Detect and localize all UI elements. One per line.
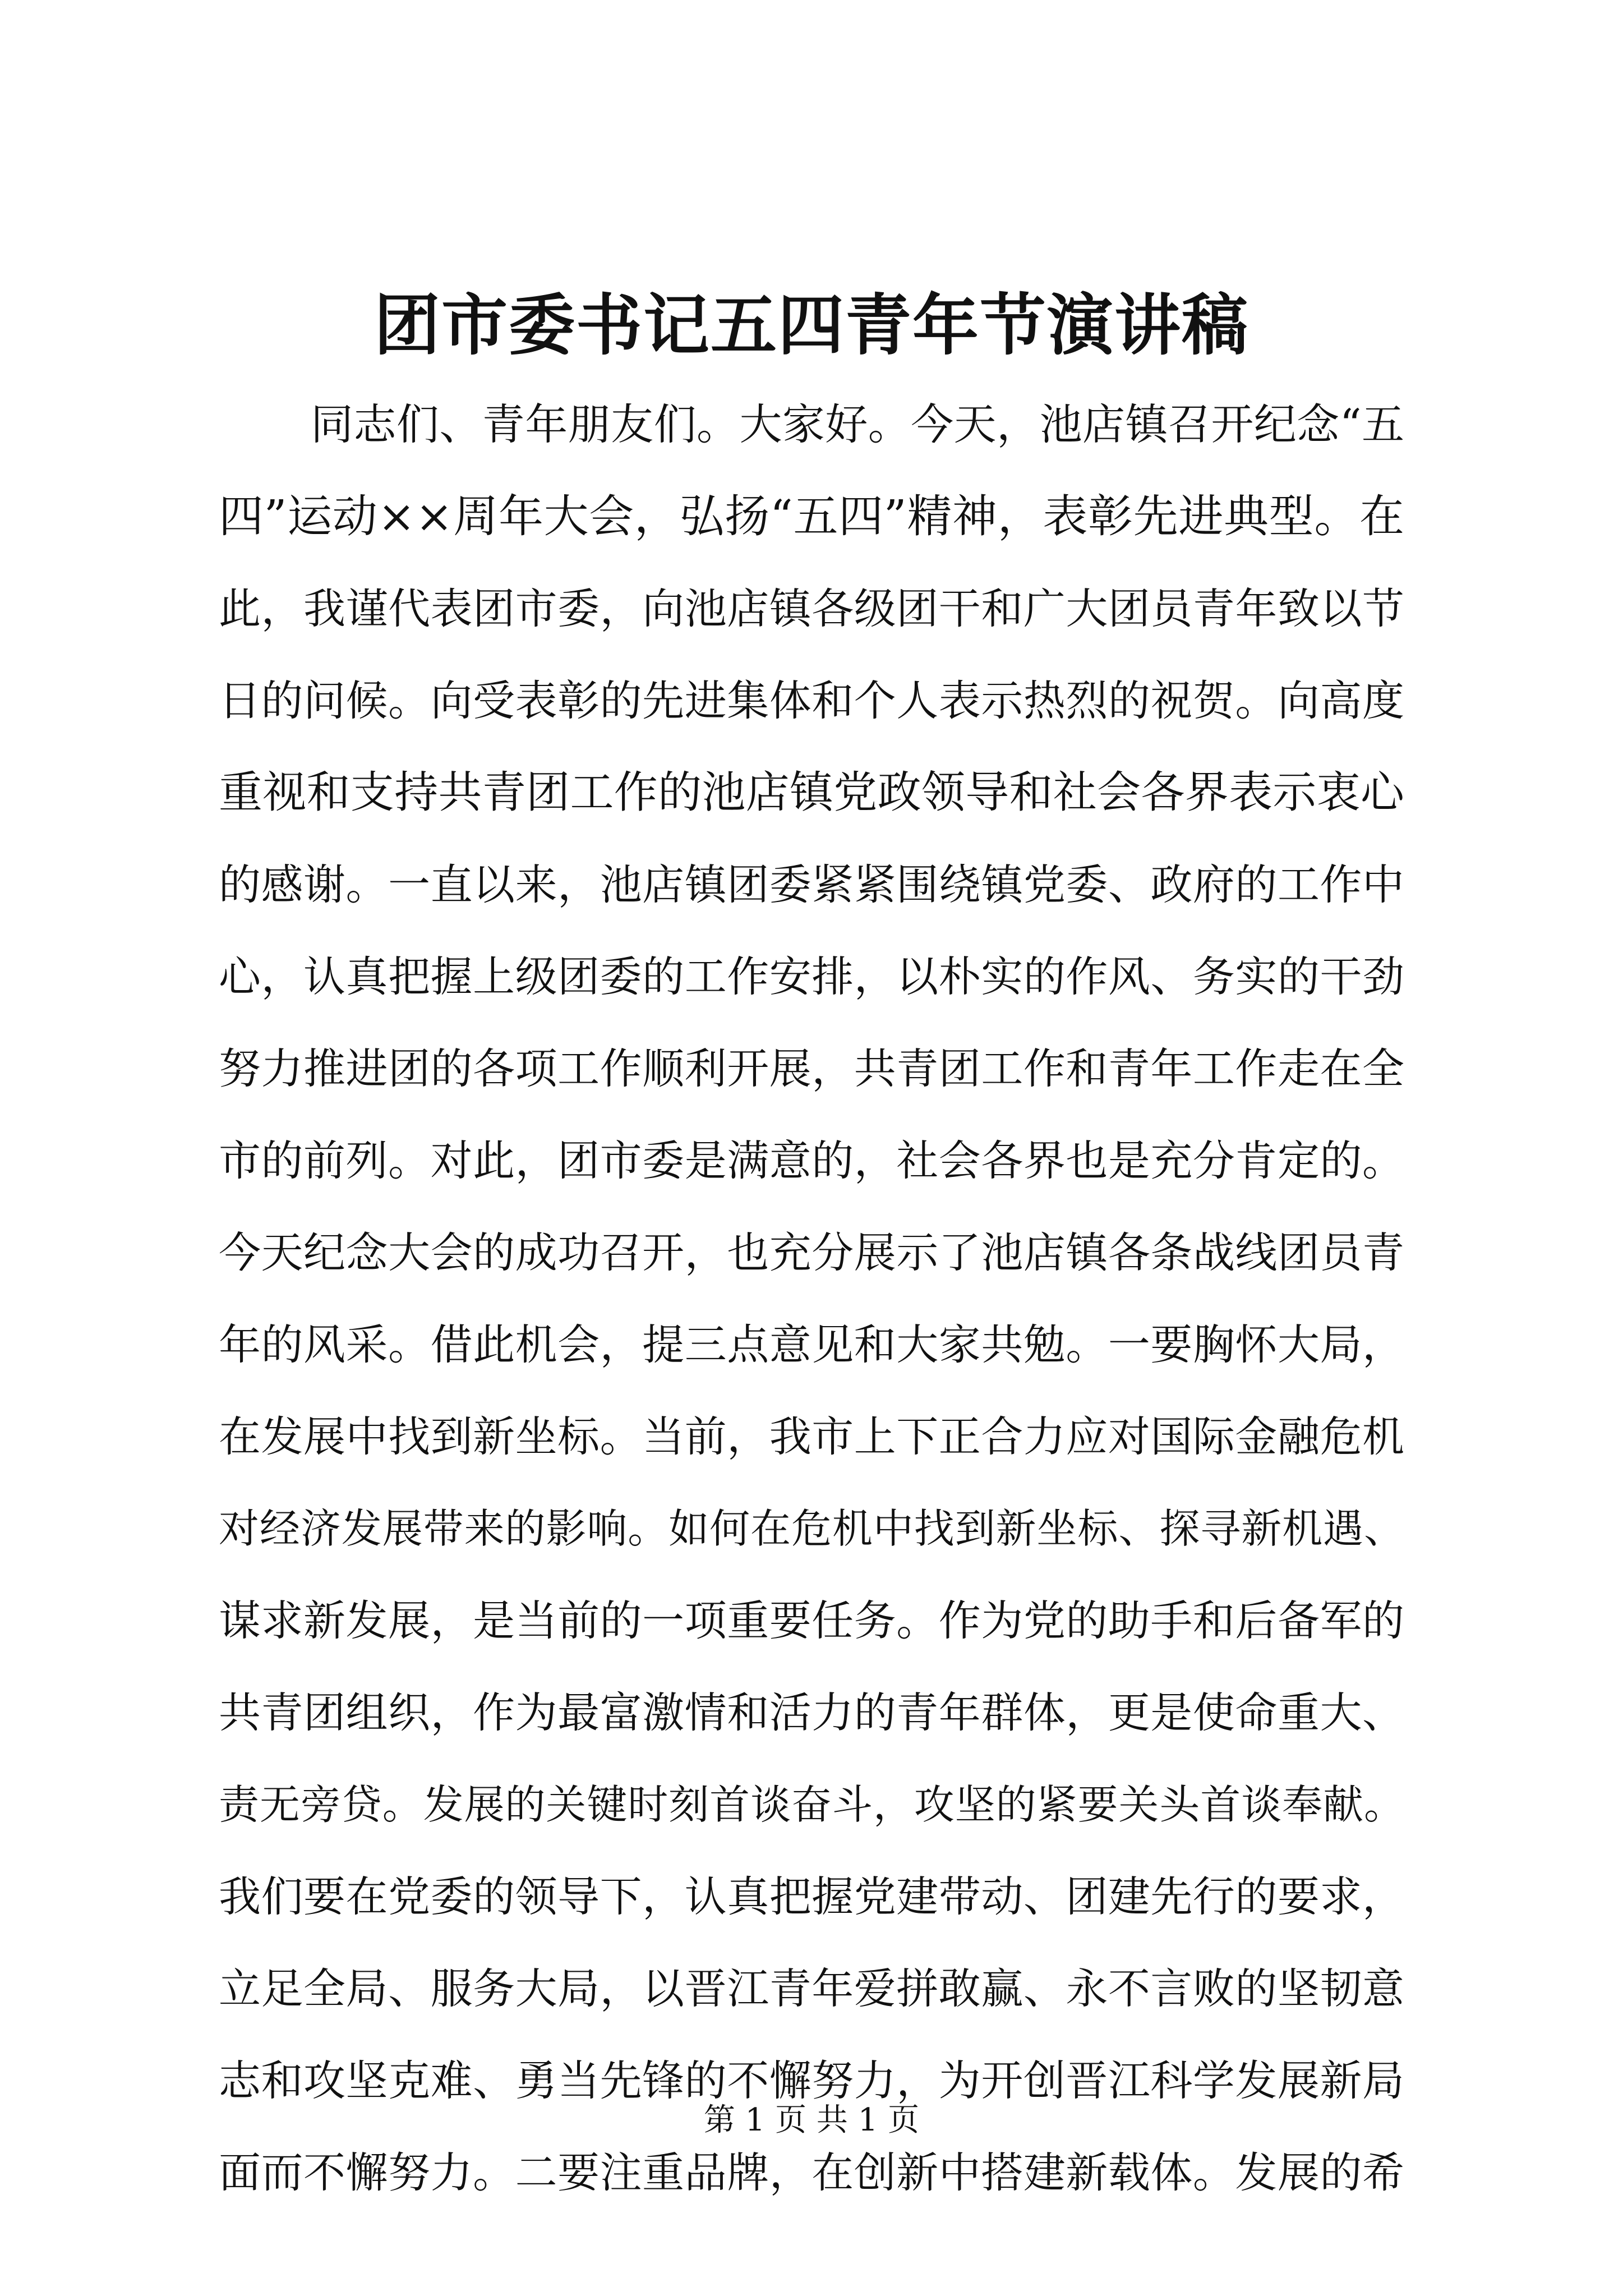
paragraph-line: 对经济发展带来的影响。如何在危机中找到新坐标、探寻新机遇、 [219,1505,1404,1552]
paragraph-line: 的感谢。一直以来，池店镇团委紧紧围绕镇党委、政府的工作中 [219,860,1404,909]
page-footer: 第 1 页 共 1 页 [703,2102,920,2138]
paragraph-line: 在发展中找到新坐标。当前，我市上下正合力应对国际金融危机 [219,1412,1404,1461]
paragraph-line: 心，认真把握上级团委的工作安排，以朴实的作风、务实的干劲 [219,952,1404,1001]
paragraph-line: 四”运动××周年大会，弘扬“五四”精神，表彰先进典型。在 [219,490,1404,542]
paragraph-line: 志和攻坚克难、勇当先锋的不懈努力，为开创晋江科学发展新局 [219,2056,1404,2105]
document-body [219,379,1404,2219]
paragraph-line: 此，我谨代表团市委，向池店镇各级团干和广大团员青年致以节 [219,584,1404,633]
paragraph-line: 今天纪念大会的成功召开，也充分展示了池店镇各条战线团员青 [219,1228,1404,1277]
paragraph-line: 市的前列。对此，团市委是满意的，社会各界也是充分肯定的。 [219,1136,1404,1185]
paragraph-line: 共青团组织，作为最富激情和活力的青年群体，更是使命重大、 [219,1688,1404,1737]
paragraph-line: 责无旁贷。发展的关键时刻首谈奋斗，攻坚的紧要关头首谈奉献。 [219,1781,1404,1828]
paragraph-line: 同志们、青年朋友们。大家好。今天，池店镇召开纪念“五 [311,399,1404,449]
paragraph-line: 日的问候。向受表彰的先进集体和个人表示热烈的祝贺。向高度 [219,676,1404,725]
paragraph-line: 重视和支持共青团工作的池店镇党政领导和社会各界表示衷心 [219,767,1404,818]
paragraph-line: 努力推进团的各项工作顺利开展，共青团工作和青年工作走在全 [219,1044,1404,1093]
paragraph-line: 我们要在党委的领导下，认真把握党建带动、团建先行的要求， [219,1872,1404,1921]
document-title: 团市委书记五四青年节演讲稿 [374,286,1249,364]
paragraph-line: 面而不懈努力。二要注重品牌，在创新中搭建新载体。发展的希 [219,2148,1404,2197]
paragraph-line: 谋求新发展，是当前的一项重要任务。作为党的助手和后备军的 [219,1596,1404,1645]
paragraph-line: 立足全局、服务大局，以晋江青年爱拼敢赢、永不言败的坚韧意 [219,1964,1404,2013]
paragraph-line: 年的风采。借此机会，提三点意见和大家共勉。一要胸怀大局， [219,1320,1404,1369]
